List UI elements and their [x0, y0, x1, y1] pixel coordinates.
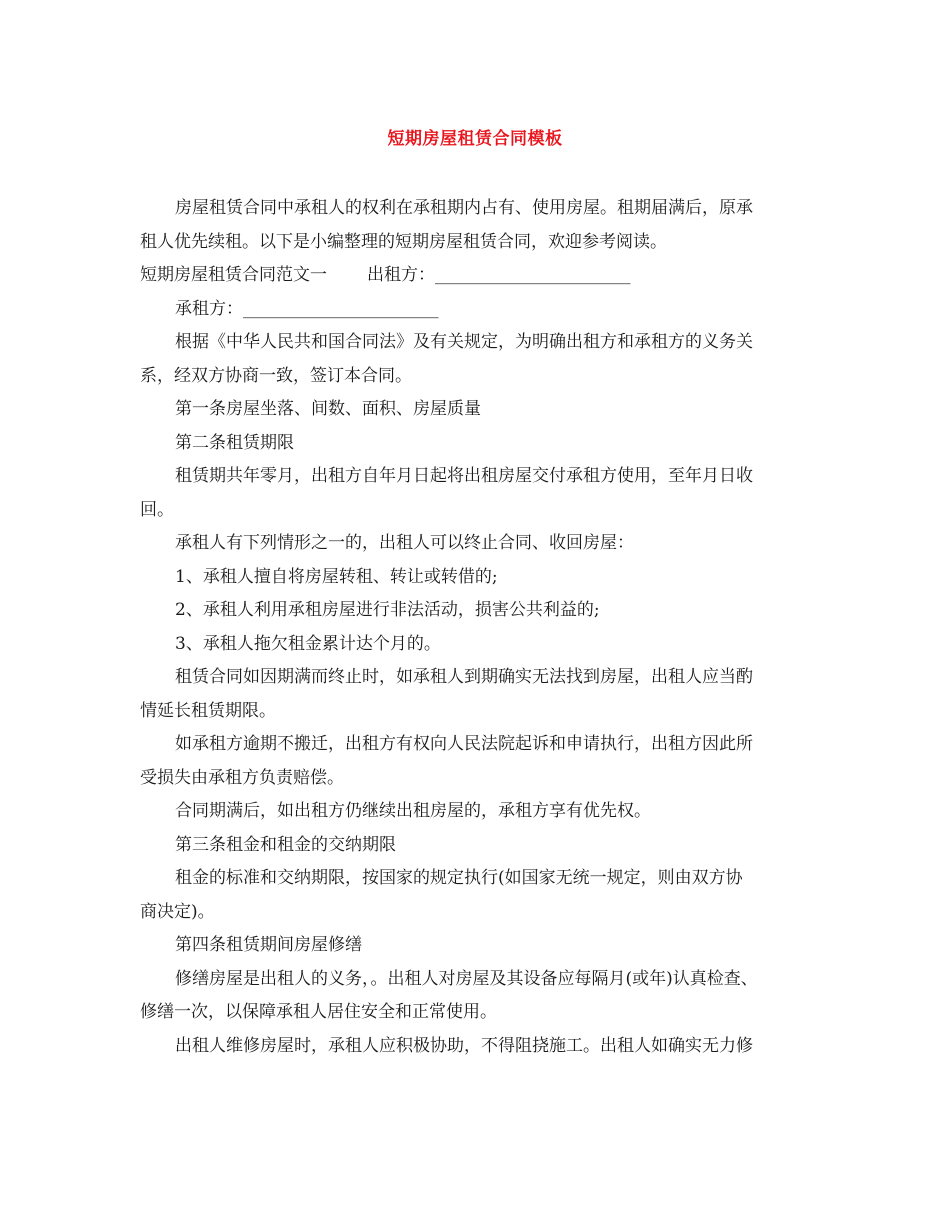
text-line-content: 回。: [140, 499, 174, 520]
text-line: [140, 695, 820, 729]
text-line-content: 租人优先续租。以下是小编整理的短期房屋租赁合同，欢迎参考阅读。: [140, 231, 667, 252]
text-line: [140, 661, 820, 695]
text-line-content: 租金的标准和交纳期限，按国家的规定执行(如国家无统一规定，则由双方协: [175, 868, 743, 888]
text-line-content: 1、承租人擅自将房屋转租、转让或转借的;: [175, 566, 498, 587]
text-line-content: 租赁期共年零月，出租方自年月日起将出租房屋交付承租方使用，至年月日收: [175, 466, 753, 486]
text-line: [140, 293, 820, 327]
text-line: [140, 460, 820, 494]
text-line-content: 3、承租人拖欠租金累计达个月的。: [175, 633, 441, 654]
text-line: [140, 1030, 820, 1064]
text-line: [140, 628, 820, 662]
text-line: [140, 929, 820, 963]
text-line: [140, 996, 820, 1030]
text-line: [140, 360, 820, 394]
text-line-content: 第四条租赁期间房屋修缮: [175, 935, 362, 955]
document-title: 短期房屋租赁合同模板: [387, 129, 563, 149]
text-line: [140, 393, 820, 427]
text-line: [140, 192, 820, 226]
text-line-content: 根据《中华人民共和国合同法》及有关规定，为明确出租方和承租方的义务关: [175, 332, 753, 352]
lessor-field-label: 出租方：_______________________: [367, 265, 631, 285]
text-line: [140, 259, 820, 293]
text-line-content: 承租人有下列情形之一的，出租人可以终止合同、收回房屋：: [175, 533, 634, 553]
text-line-content: 商决定)。: [140, 901, 215, 922]
text-line-content: 房屋租赁合同中承租人的权利在承租期内占有、使用房屋。租期届满后，原承: [175, 198, 753, 218]
text-line: [140, 494, 820, 528]
text-line: [140, 427, 820, 461]
text-line-content: 合同期满后，如出租方仍继续出租房屋的，承租方享有优先权。: [175, 801, 651, 821]
text-line-content: 系，经双方协商一致，签订本合同。: [140, 365, 412, 386]
text-line-content: 第二条租赁期限: [175, 432, 294, 453]
text-line: [140, 862, 820, 896]
text-line-content: 第一条房屋坐落、间数、面积、房屋质量: [175, 399, 481, 419]
text-line: [140, 728, 820, 762]
text-line-content: 2、承租人利用承租房屋进行非法活动，损害公共利益的;: [175, 600, 600, 620]
text-line-content: 短期房屋租赁合同范文一: [140, 265, 327, 285]
text-line: [140, 829, 820, 863]
text-line: [140, 795, 820, 829]
text-line-content: 出租人维修房屋时，承租人应积极协助，不得阻挠施工。出租人如确实无力修: [175, 1035, 753, 1056]
text-line: [140, 762, 820, 796]
document-body: [140, 192, 820, 1063]
text-line: [140, 226, 820, 260]
text-line: [140, 594, 820, 628]
text-line: [140, 527, 820, 561]
text-line: [140, 963, 820, 997]
text-line-content: 租赁合同如因期满而终止时，如承租人到期确实无法找到房屋，出租人应当酌: [175, 667, 753, 687]
text-line-content: 修缮房屋是出租人的义务，。出租人对房屋及其设备应每隔月(或年)认真检查、: [175, 968, 758, 989]
text-line-content: 修缮一次，以保障承租人居住安全和正常使用。: [140, 1002, 497, 1022]
text-line-content: 情延长租赁期限。: [140, 700, 276, 721]
text-line-content: 受损失由承租方负责赔偿。: [140, 767, 344, 788]
text-line-content: 如承租方逾期不搬迁，出租方有权向人民法院起诉和申请执行，出租方因此所: [175, 734, 753, 754]
text-line-content: 承租方：_______________________: [175, 298, 439, 319]
text-line: [140, 326, 820, 360]
text-line: [140, 561, 820, 595]
text-line-content: 第三条租金和租金的交纳期限: [175, 834, 396, 855]
text-line: [140, 896, 820, 930]
